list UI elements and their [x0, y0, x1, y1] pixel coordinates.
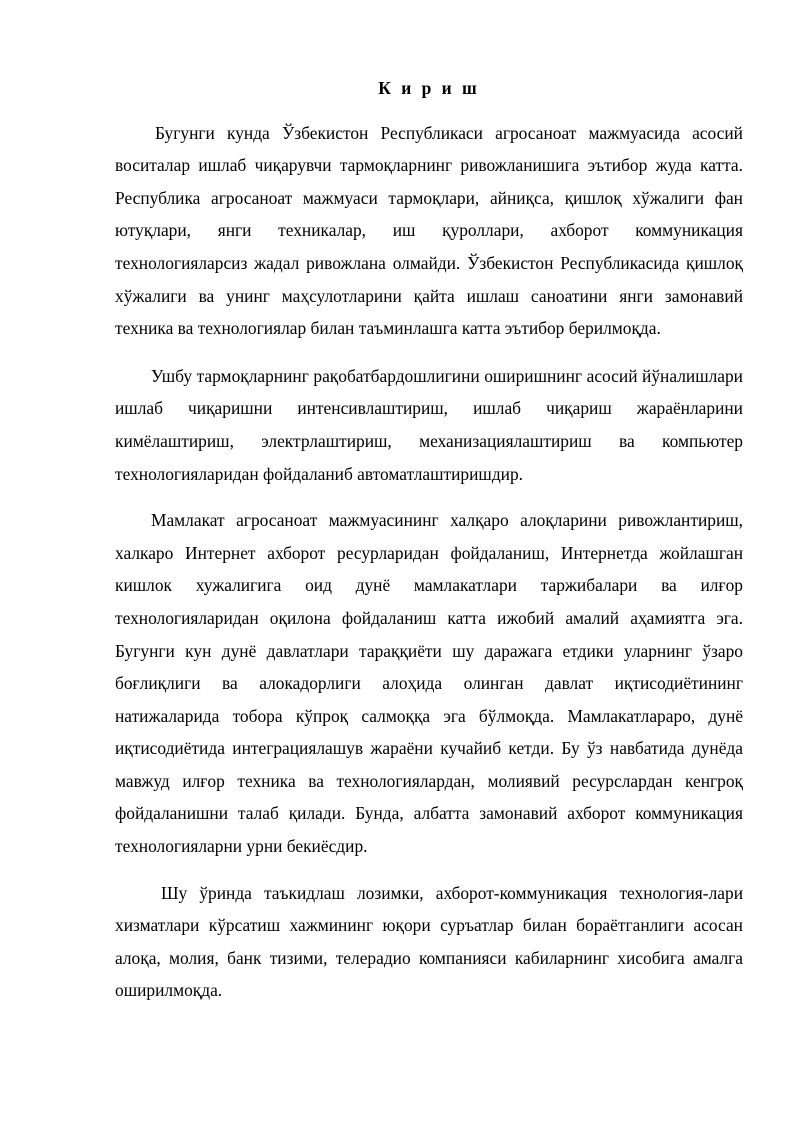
paragraph: Шу ўринда таъкидлаш лозимки, ахборот-коммуникация технология-лари хизматлари кўрсатиш хажмининг юқори суръатлар билан бораётганлиги асосан алоқа, молия, банк тизими, телерадио компанияси кабиларнинг хисобига амалга оширилмоқда. [115, 882, 743, 1001]
page-title: К и р и ш [378, 78, 480, 98]
paragraph: Бугунги кунда Ўзбекистон Республикаси агросаноат мажмуасида асосий воситалар ишлаб чиқарувчи тармоқларнинг ривожланишига эътибор жуда катта. Республика агросаноат мажмуаси тармоқлари, айниқса, қишлоқ хўжалиги фан ютуқлари, янги техникалар, иш қуроллари, ахборот коммуникация технологияларсиз жадал ривожлана олмайди. Ўзбекистон Республикасида қишлоқ хўжалиги ва унинг маҳсулотларини қайта ишлаш саноатини янги замонавий техника ва технологиялар билан таъминлашга катта эътибор берилмоқда. [115, 122, 743, 339]
paragraph: Ушбу тармоқларнинг рақобатбардошлигини оширишнинг асосий йўналишлари ишлаб чиқаришни интенсивлаштириш, ишлаб чиқариш жараёнларини кимёлаштириш, электрлаштириш, механизациялаштириш ва компьютер технологияларидан фойдаланиб автоматлаштиришдир. [115, 365, 743, 484]
document-page [115, 72, 743, 1007]
paragraph: Мамлакат агросаноат мажмуасининг халқаро алоқларини ривожлантириш, халкаро Интернет ахборот ресурларидан фойдаланиш, Интернетда жойлашган кишлок хужалигига оид дунё мамлакатлари таржибалари ва илғор технологияларидан оқилона фойдаланиш катта ижобий амалий аҳамиятга эга. Бугунги кун дунё давлатлари тараққиёти шу даражага етдики уларнинг ўзаро боғлиқлиги ва алокадорлиги алоҳида олинган давлат иқтисодиётининг натижаларида тобора кўпроқ салмоққа эга бўлмоқда. Мамлакатлараро, дунё иқтисодиётида интеграциялашув жараёни кучайиб кетди. Бу ўз навбатида дунёда мавжуд илғор техника ва технологиялардан, молиявий ресурслардан кенгроқ фойдаланишни талаб қилади. Бунда, албатта замонавий ахборот коммуникация технологияларни урни бекиёсдир. [115, 510, 743, 857]
